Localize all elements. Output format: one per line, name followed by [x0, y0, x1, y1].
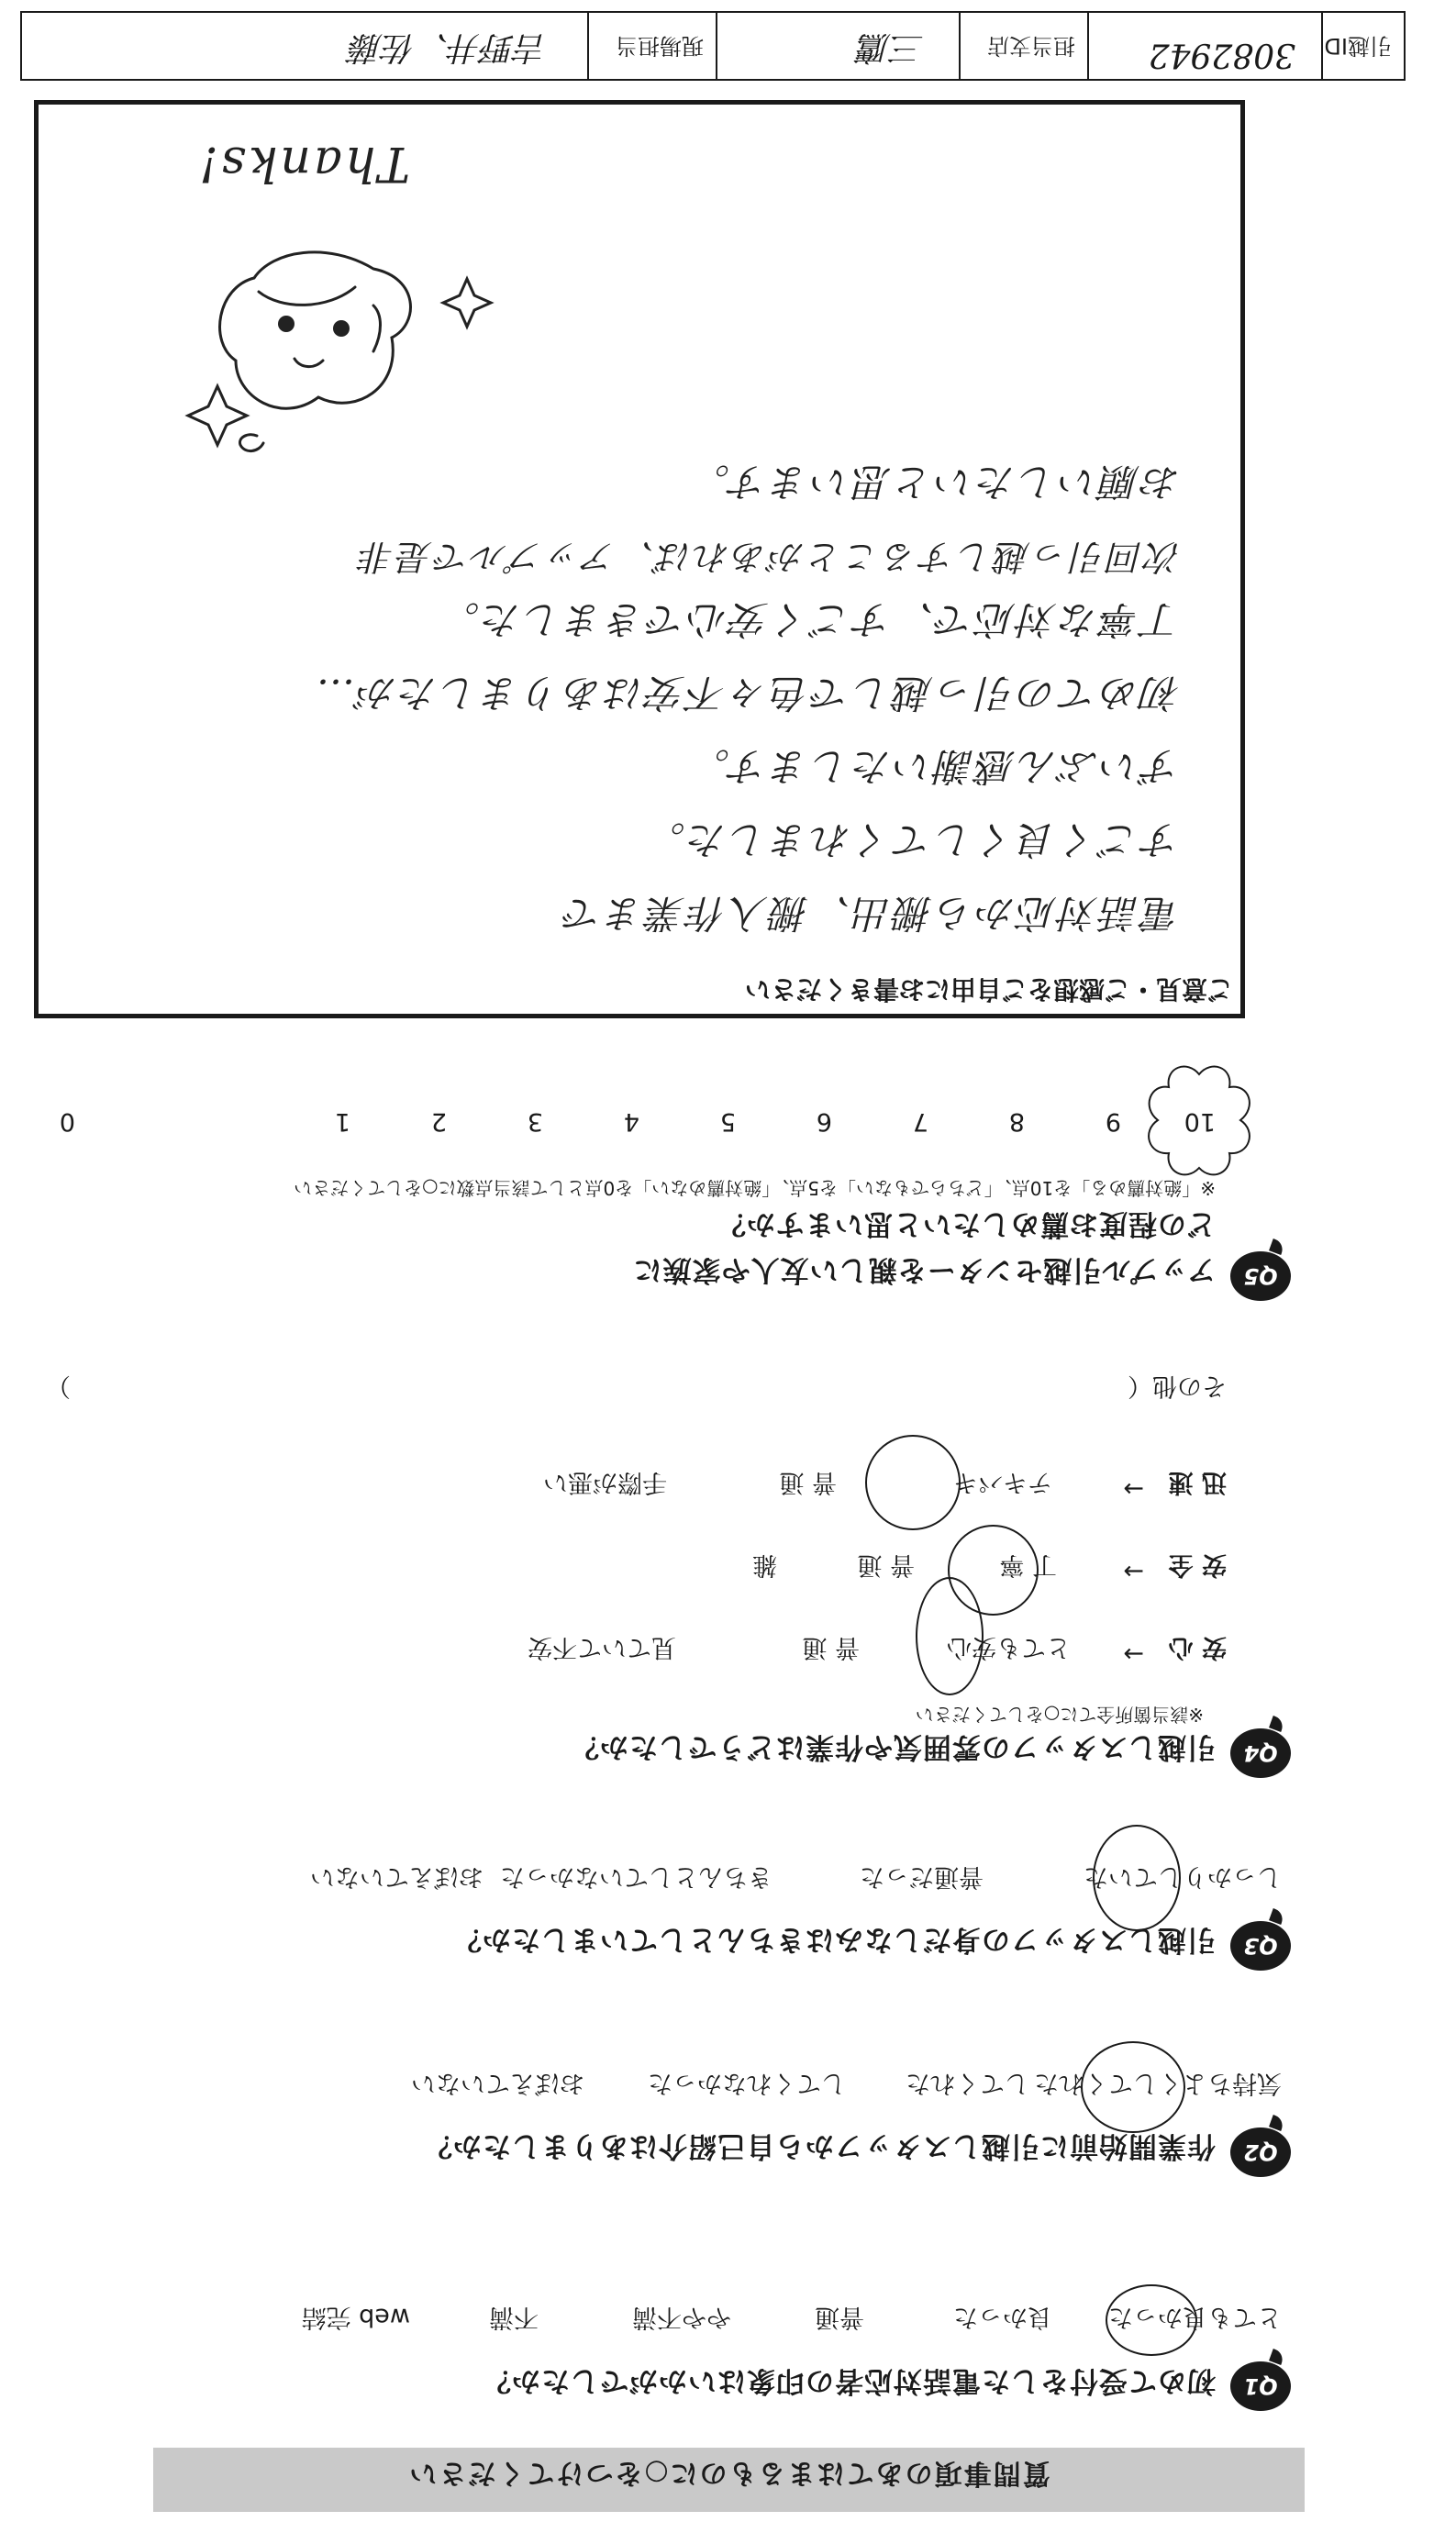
- q4-row2-selection-mark: [948, 1525, 1039, 1616]
- q4-other-close: ）: [46, 1372, 71, 1400]
- q4-row2-option-2[interactable]: 普 通: [857, 1550, 915, 1579]
- q3-option-2[interactable]: 普通だった: [860, 1862, 984, 1891]
- id-label: 引越ID: [1324, 33, 1392, 59]
- q1-option-6[interactable]: web 完結: [301, 2303, 410, 2331]
- q2-option-4[interactable]: おぼえていない: [411, 2069, 584, 2097]
- q4-row3-option-1[interactable]: テキパキ: [953, 1468, 1052, 1496]
- q4-row3-option-3[interactable]: 手際が悪い: [543, 1468, 667, 1496]
- q5-score-6[interactable]: 6: [816, 1107, 832, 1136]
- q4-note: ※該当箇所全てに○をしてください: [915, 1704, 1204, 1726]
- q3-option-3[interactable]: きちんとしていなかった: [500, 1862, 772, 1891]
- area-value[interactable]: 吉野井、佐藤: [349, 28, 548, 66]
- q5-score-9[interactable]: 9: [1105, 1107, 1121, 1136]
- q5-score-1[interactable]: 1: [334, 1107, 350, 1136]
- q4-badge: Q4: [1230, 1728, 1291, 1778]
- q4-question: 引越しスタッフの雰囲気や作業はどうでしたか？: [570, 1730, 1216, 1763]
- q1-option-4[interactable]: やや不満: [632, 2303, 731, 2331]
- q5-score-4[interactable]: 4: [623, 1107, 639, 1136]
- comment-thanks: Thanks!: [196, 136, 410, 191]
- instruction-text: 質問事項のあてはまるものに○をつけてください: [407, 2457, 1050, 2489]
- branch-value[interactable]: 三鷹: [857, 28, 924, 66]
- q5-badge: Q5: [1230, 1251, 1291, 1301]
- id-value[interactable]: 3082942: [1148, 36, 1295, 73]
- comment-title: ご意見・ご感想をご自由にお書きください: [744, 974, 1233, 1005]
- comment-line-2: すごく良くしてくれました。: [643, 817, 1181, 862]
- q1-badge: Q1: [1230, 2361, 1291, 2411]
- q1-option-2[interactable]: 良かった: [953, 2303, 1052, 2331]
- q4-row2-option-1[interactable]: 丁 寧: [999, 1550, 1057, 1579]
- q4-row1-label: 安 心: [1168, 1633, 1227, 1661]
- q5-score-8[interactable]: 8: [1008, 1107, 1025, 1136]
- q2-badge: Q2: [1230, 2127, 1291, 2177]
- comment-line-6: 次回引っ越しすることがあれば、アップルで是非: [357, 537, 1181, 577]
- q3-option-1[interactable]: しっかりしていた: [1084, 1862, 1282, 1891]
- q5-score-2[interactable]: 2: [430, 1107, 447, 1136]
- q2-selection-mark: [1081, 2041, 1185, 2133]
- q5-question-line1: アップル引越センターを親しい友人や家族に: [632, 1253, 1216, 1286]
- q4-row3-arrow: →: [1123, 1474, 1144, 1503]
- q5-note: ※「絶対薦める」を10点、「どちらでもない」を5点、「絶対薦めない」を0点として該当点数に○をしてください: [294, 1177, 1216, 1199]
- q1-option-5[interactable]: 不満: [489, 2303, 539, 2331]
- q4-row3-label: 迅 速: [1168, 1468, 1227, 1496]
- q5-score-5[interactable]: 5: [719, 1107, 736, 1136]
- q2-option-2[interactable]: してくれた: [906, 2069, 1029, 2097]
- q2-question: 作業開始前に引越しスタッフから自己紹介はありましたか？: [423, 2129, 1216, 2162]
- divider: [716, 11, 717, 81]
- q4-row2-label: 安 全: [1168, 1550, 1227, 1579]
- q3-badge: Q3: [1230, 1921, 1291, 1971]
- q3-question: 引越しスタッフの身だしなみはきちんとしていましたか？: [452, 1923, 1216, 1956]
- q4-row3-option-2[interactable]: 普 通: [779, 1468, 837, 1496]
- area-label: 現場担当: [616, 33, 704, 59]
- smiley-doodle-icon: [126, 195, 511, 498]
- q2-option-1[interactable]: 気持ちよくしてくれた: [1034, 2069, 1282, 2097]
- branch-label: 担当支店: [987, 33, 1075, 59]
- q4-row2-option-3[interactable]: 雑: [752, 1550, 777, 1579]
- q3-selection-mark: [1093, 1825, 1181, 1931]
- q4-row3-selection-mark: [865, 1435, 961, 1530]
- q3-option-4[interactable]: おぼえていない: [310, 1862, 483, 1891]
- q5-selection-mark: [1139, 1060, 1259, 1179]
- q5-question-line2: どの程度お薦めしたいと思いますか？: [717, 1207, 1216, 1240]
- q1-option-3[interactable]: 普通: [815, 2303, 864, 2331]
- q5-score-3[interactable]: 3: [527, 1107, 543, 1136]
- comment-line-5: 丁寧な対応で、すごく安心できました。: [438, 597, 1181, 642]
- q1-option-1[interactable]: とても良かった: [1108, 2303, 1282, 2331]
- q1-selection-mark: [1106, 2284, 1197, 2356]
- comment-line-7: お願いしたいと思います。: [688, 460, 1181, 505]
- comment-line-1: 電話対応から搬出、搬入作業まで: [561, 891, 1181, 936]
- q5-score-7[interactable]: 7: [912, 1107, 928, 1136]
- q5-score-10[interactable]: 10: [1184, 1107, 1216, 1136]
- q4-row1-arrow: →: [1123, 1639, 1144, 1668]
- comment-line-3: ずいぶん感謝いたします。: [688, 744, 1181, 789]
- divider: [587, 11, 589, 81]
- divider: [1087, 11, 1089, 81]
- q4-row1-option-1[interactable]: とても安心: [947, 1633, 1071, 1661]
- q4-row1-option-3[interactable]: 見ていて不安: [528, 1633, 676, 1661]
- q2-option-3[interactable]: してくれなかった: [648, 2069, 846, 2097]
- comment-line-4: 初めての引っ越しで色々不安はありましたが…: [313, 671, 1181, 716]
- q4-other-label: その他（: [1128, 1372, 1227, 1400]
- q4-row1-option-2[interactable]: 普 通: [802, 1633, 860, 1661]
- divider: [959, 11, 961, 81]
- q5-score-0[interactable]: 0: [59, 1107, 75, 1136]
- q1-question: 初めて受付をした電話対応者の印象はいかがでしたか？: [482, 2364, 1216, 2397]
- divider: [1321, 11, 1323, 81]
- q4-row2-arrow: →: [1123, 1557, 1144, 1585]
